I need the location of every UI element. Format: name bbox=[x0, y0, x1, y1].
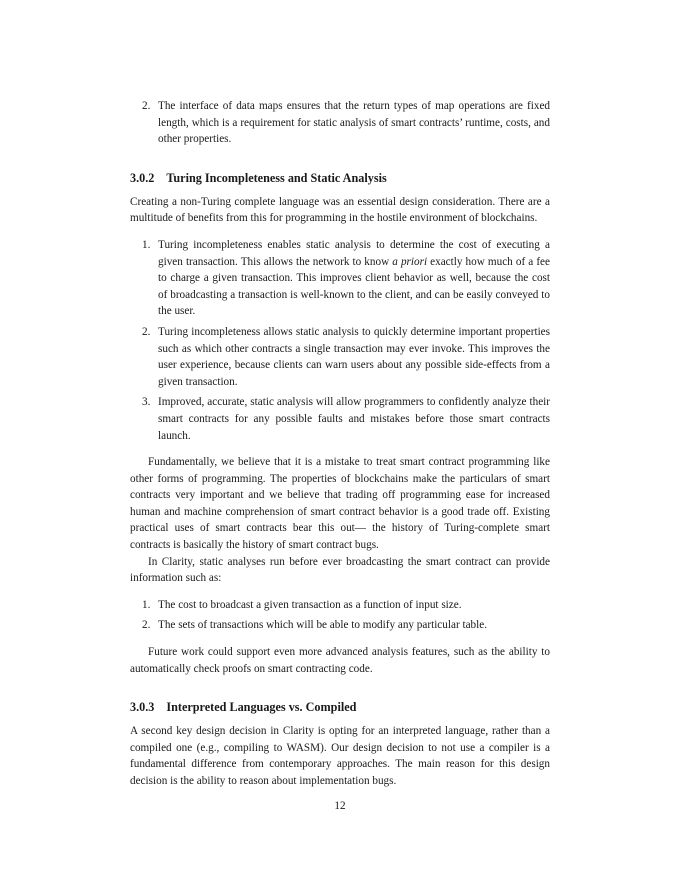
list-item-number: 1. bbox=[142, 238, 151, 251]
list-item-text: Improved, accurate, static analysis will allow programmers to confidently analyze their smart contracts for any possible faults and mistakes before those smart contracts launch. bbox=[158, 396, 550, 442]
paragraph-intro: Creating a non-Turing complete language was an essential design consideration. There are a multitude of benefits from this for programming in the hostile environment of blockchains. bbox=[130, 195, 550, 225]
list-item-text: The cost to broadcast a given transaction as a function of input size. bbox=[158, 598, 462, 611]
page-number: 12 bbox=[334, 800, 346, 812]
paragraph-fundamentally: Fundamentally, we believe that it is a mistake to treat smart contract programming like other forms of programming. The properties of blockchains make the particulars of smart contracts very important and we believe that trading off programming ease for increased human and machine comprehension of smart contract behavior is a good trade off. Existing practical uses of smart contracts bear this out— the history of Turing-complete smart contracts is basically the history of smart contract bugs. bbox=[130, 456, 550, 552]
list-item bbox=[130, 597, 550, 614]
benefits-list bbox=[130, 237, 550, 444]
list-item bbox=[130, 394, 550, 444]
list-item bbox=[130, 617, 550, 634]
paragraph-future-work: Future work could support even more advanced analysis features, such as the ability to automatically check proofs on smart contracting code. bbox=[130, 646, 550, 675]
paragraph-in-clarity: In Clarity, static analyses run before ever broadcasting the smart contract can provide information such as: bbox=[130, 555, 550, 585]
list-item bbox=[130, 237, 550, 320]
list-item-number: 1. bbox=[142, 598, 151, 611]
analysis-info-list bbox=[130, 597, 550, 634]
section-number: 3.0.2 bbox=[130, 170, 155, 185]
list-item-number: 3. bbox=[142, 396, 151, 409]
section-heading-3-0-2 bbox=[130, 170, 550, 186]
list-item bbox=[130, 324, 550, 390]
section-title: Turing Incompleteness and Static Analysis bbox=[166, 170, 387, 185]
list-item-number: 2. bbox=[142, 100, 151, 112]
paragraph-interpreted: A second key design decision in Clarity is opting for an interpreted language, rather than a compiled one (e.g., compiling to WASM). Our design decision to not use a compiler is a fundamental difference from contemporary approaches. The main reason for this design decision is the ability to reason about implementation bugs. bbox=[130, 725, 550, 787]
section-number: 3.0.3 bbox=[130, 700, 155, 715]
emphasis-a-priori: a priori bbox=[392, 255, 428, 268]
list-item-text: The sets of transactions which will be able to modify any particular table. bbox=[158, 619, 487, 632]
paper-page-body bbox=[130, 98, 550, 790]
section-title: Interpreted Languages vs. Compiled bbox=[166, 700, 357, 715]
list-item-number: 2. bbox=[142, 619, 151, 632]
list-item-text: Turing incompleteness enables static analysis to determine the cost of executing a given transaction. This allows the network to know a priori exactly how much of a fee to charge a given transaction. This improves client behavior as well, because the cost of broadcasting a transaction is well-known to the client, and can be easily conveyed to the user. bbox=[158, 238, 550, 318]
list-item-number: 2. bbox=[142, 325, 151, 338]
list-item-text: The interface of data maps ensures that the return types of map operations are fixed length, which is a requirement for static analysis of smart contracts’ runtime, costs, and other properties. bbox=[158, 100, 550, 146]
continued-list bbox=[130, 98, 550, 148]
list-item-text: Turing incompleteness allows static analysis to quickly determine important properties such as which other contracts a single transaction may ever invoke. This improves the user experience, because clients can warn users about any possible side-effects from a given transaction. bbox=[158, 325, 550, 388]
list-item bbox=[130, 98, 550, 148]
section-heading-3-0-3 bbox=[130, 699, 550, 715]
